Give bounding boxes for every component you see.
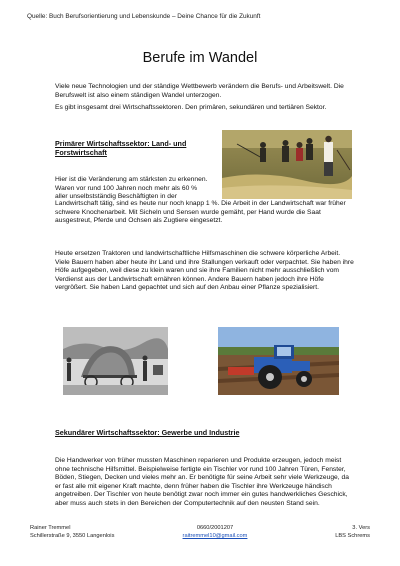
intro-paragraph bbox=[55, 83, 355, 113]
footer-phone: 0660/2001207 bbox=[196, 525, 234, 531]
intro-text-1: Viele neue Technologien und der ständige Wettbewerb verändern die Berufs- und Arbeitswelt. Die Berufswelt ist also einem ständigen Wandel unterzogen. bbox=[55, 83, 344, 99]
footer-name: Rainer Tremmel bbox=[30, 525, 71, 531]
secondary-text: Die Handwerker von früher mussten Maschinen reparieren und Produkte erzeugen, jedoch meist ohne technische Hilfsmittel. Beispielweise fertigte ein Tischler vor rund 100 Jahren Türen, Fenster, Böden, Stiegen, Decken und vieles mehr an. Er benötigte für seine Arbeit sehr viele Werkzeuge, da er fast alle mit eigener Kraft machte, denn früher haben die Tischler ihre Werkzeuge händisch angetreiben. Der Tischler von heute benötigt zwar noch immer ein gutes handwerkliches Geschick, aber muss auch stets in den Bereichen der Computertechnik auf den neusten Stand sein. bbox=[55, 457, 349, 507]
haymaking-photo bbox=[63, 327, 168, 395]
primary-text-past: Landwirtschaft tätig, sind es heute nur noch knapp 1 %. Die Arbeit in der Landwirtschaft war früher schwere Knochenarbeit. Mit Sicheln und Sensen wurde gemäht, per Hand wurde die Saat ausgestreut, Pferde und Ochsen als Zugtiere eingesetzt. bbox=[55, 200, 346, 225]
intro-text-2: Es gibt insgesamt drei Wirtschaftssektoren. Den primären, sekundären und tertiären Sektor. bbox=[55, 104, 327, 112]
primary-sector-heading: Primärer Wirtschaftssektor: Land- und Forstwirtschaft bbox=[55, 139, 187, 157]
tractor-photo bbox=[218, 327, 339, 395]
footer-author bbox=[30, 524, 114, 540]
source-line: Quelle: Buch Berufsorientierung und Lebenskunde – Deine Chance für die Zukunft bbox=[27, 13, 261, 20]
harvest-photo bbox=[222, 130, 352, 199]
footer-address: Schillerstraße 9, 3550 Langenlois bbox=[30, 533, 115, 539]
footer-version: 3. Vers bbox=[352, 525, 370, 531]
page-title: Berufe im Wandel bbox=[142, 50, 258, 66]
footer-email-link[interactable]: raitremmel10@gmail.com bbox=[182, 533, 248, 539]
footer-school: LBS Schrems bbox=[335, 533, 370, 539]
primary-text-today: Heute ersetzen Traktoren und landwirtschaftliche Hilfsmaschinen die schwere körperliche Arbeit. Viele Bauern haben aber heute ihr Land und ihre Stallungen verkauft oder verpachtet. Sie haben ihre Höfe aufgegeben, weil diese zu klein waren und sie ihre Familien nicht mehr ausschließlich vom Verdienst aus der Landwirtschaft ernähren können. Andere Bauern haben jedoch ihre Höfe vergrößert. Sie haben Land gepachtet und sich auf den Anbau einer Pflanze spezialisiert. bbox=[55, 250, 354, 292]
footer-meta bbox=[335, 524, 370, 540]
secondary-sector-heading: Sekundärer Wirtschaftssektor: Gewerbe und Industrie bbox=[55, 428, 240, 437]
footer-contact bbox=[165, 524, 265, 540]
primary-text-beside-photo: Hier ist die Veränderung am stärksten zu erkennen. Waren vor rund 100 Jahren noch mehr als 60 % aller unselbstständig Beschäftigten in der bbox=[55, 176, 208, 201]
